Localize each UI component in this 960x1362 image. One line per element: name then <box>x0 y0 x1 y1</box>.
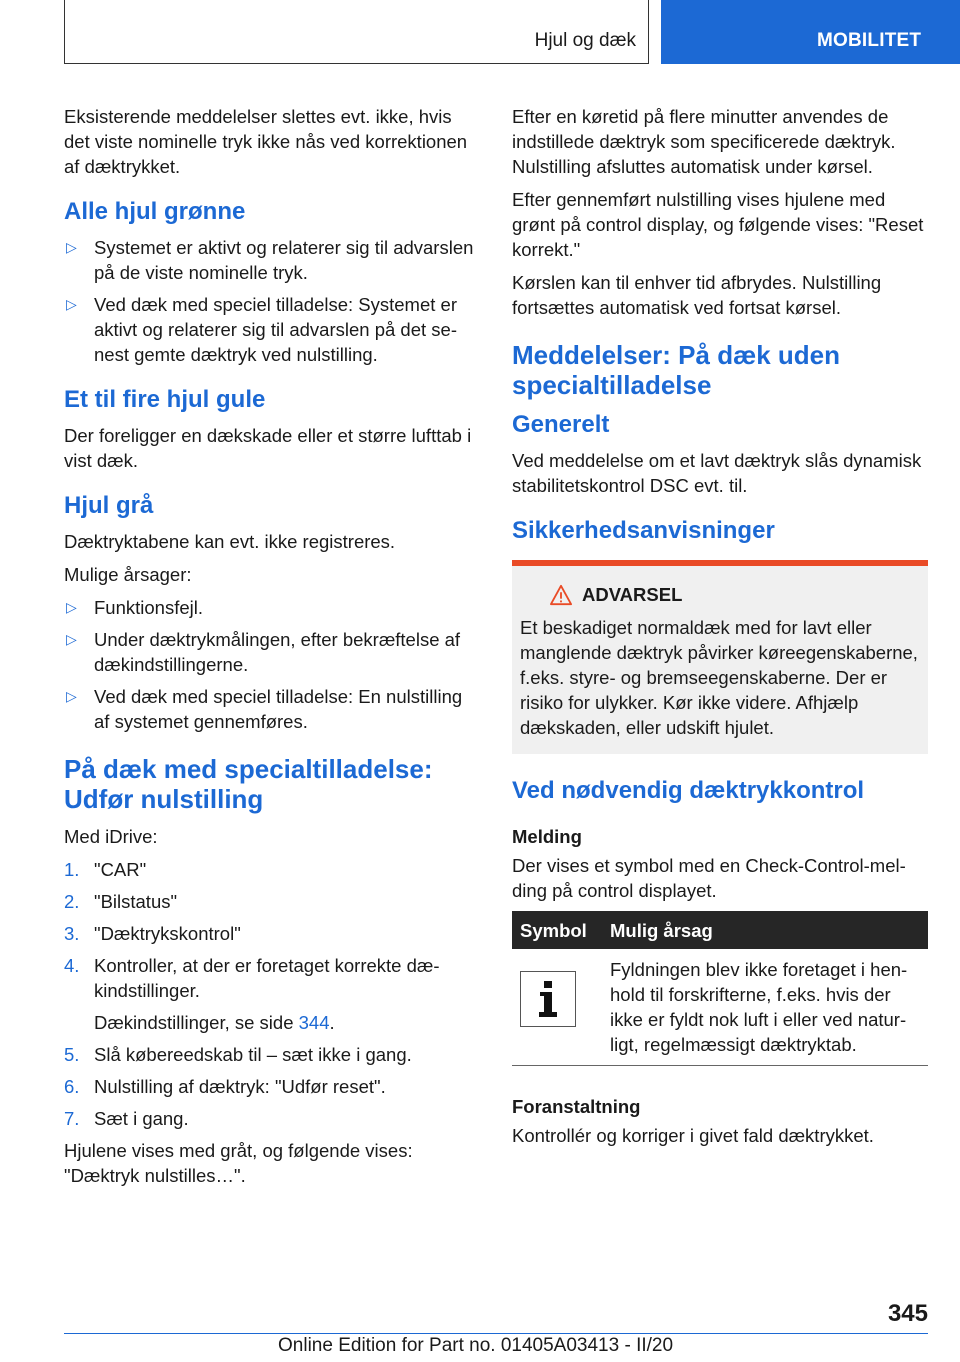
table-cell-cause: Fyldningen blev ikke foretaget i henhold til forskrifterne, f.eks. hvis der ikke er fyldt nok luft i eller ved naturligt, regelmæssigt dæktryktab. <box>602 949 928 1066</box>
heading-safety: Sikkerhedsanvisninger <box>512 517 775 544</box>
table-header-symbol: Symbol <box>512 911 602 949</box>
header-chapter-title: MOBILITET <box>817 30 922 51</box>
step-item: 4. Kontroller, at der er foretaget korrekte dækindstillinger. <box>64 955 440 1001</box>
footer-divider <box>64 1333 928 1334</box>
heading-grey: Hjul grå <box>64 492 154 519</box>
step-item: 2. "Bilstatus" <box>64 891 178 912</box>
heading-special-reset: På dæk med specialtilladelse: Udfør nulstilling <box>64 754 433 814</box>
yellow-paragraph: Der foreligger en dækskade eller et større lufttab i vist dæk. <box>64 425 472 471</box>
heading-measure: Foranstaltning <box>512 1096 641 1117</box>
general-paragraph: Ved meddelelse om et lavt dæktryk slås dynamisk stabilitetskontrol DSC evt. til. <box>512 450 922 496</box>
left-column <box>64 104 482 1196</box>
symbol-table <box>512 911 928 1066</box>
warning-text: Et beskadiget normaldæk med for lavt eller manglende dæktryk påvirker køreegenskaberne, f.eks. styre- og bremseegenskaberne. Der er risiko for ulykker. Kør ikke videre. Afhjælp dækskaden, eller udskift hjulet. <box>520 617 918 738</box>
heading-message: Melding <box>512 826 582 847</box>
measure-paragraph: Kontrollér og korriger i givet fald dæktrykket. <box>512 1125 874 1146</box>
header-section-title: Hjul og dæk <box>534 30 636 51</box>
heading-needed-check: Ved nødvendig dæktrykkontrol <box>512 777 865 804</box>
warning-title: ADVARSEL <box>582 584 683 605</box>
triangle-bullet-icon: ▷ <box>66 631 77 647</box>
list-item: ▷ Ved dæk med speciel tilladelse: En nulstilling af systemet gennemføres. <box>66 686 463 732</box>
header-section-box <box>64 0 649 64</box>
message-paragraph: Der vises et symbol med en Check-Control-melding på control displayet. <box>512 855 906 901</box>
right-column <box>512 104 928 1156</box>
table-row <box>512 949 928 1066</box>
paragraph: Kørslen kan til enhver tid afbrydes. Nulstilling fortsættes automatisk ved fortsat kørsel. <box>512 272 882 318</box>
table-cell-symbol <box>512 949 602 1066</box>
warning-box <box>512 560 928 754</box>
heading-messages: Meddelelser: På dæk uden specialtilladelse <box>512 340 840 400</box>
heading-all-green: Alle hjul grønne <box>64 198 246 225</box>
paragraph: Efter en køretid på flere minutter anvendes de indstillede dæktryk som specificerede dæktryk. Nulstilling afsluttes automatisk under kørsel. <box>512 106 896 177</box>
triangle-bullet-icon: ▷ <box>66 239 77 255</box>
heading-yellow: Et til fire hjul gule <box>64 386 266 413</box>
triangle-bullet-icon: ▷ <box>66 599 77 615</box>
warning-header <box>550 582 920 607</box>
edition-footer: Online Edition for Part no. 01405A03413 - II/20 <box>278 1335 674 1356</box>
list-item: ▷ Systemet er aktivt og relaterer sig til advarslen på de viste nominelle tryk. <box>66 237 474 283</box>
header-chapter-tab <box>661 0 960 64</box>
outro-paragraph: Hjulene vises med gråt, og følgende vises: "Dæktryk nulstilles…". <box>64 1140 413 1186</box>
list-item: ▷ Under dæktrykmålingen, efter bekræftelse af dækindstillingerne. <box>66 629 461 675</box>
idrive-label: Med iDrive: <box>64 826 158 847</box>
triangle-bullet-icon: ▷ <box>66 296 77 312</box>
table-header-cause: Mulig årsag <box>602 911 928 949</box>
step-item: 6. Nulstilling af dæktryk: "Udfør reset". <box>64 1076 386 1097</box>
causes-label: Mulige årsager: <box>64 564 192 585</box>
page-reference-link[interactable]: 344 <box>298 1012 330 1033</box>
step-item: 1. "CAR" <box>64 859 147 880</box>
grey-paragraph: Dæktryktabene kan evt. ikke registreres. <box>64 531 396 552</box>
step-item: 7. Sæt i gang. <box>64 1108 189 1129</box>
list-item: ▷ Funktionsfejl. <box>66 597 203 618</box>
warning-triangle-icon <box>550 584 572 606</box>
step-note: Dækindstillinger, se side 344. <box>94 1012 335 1033</box>
info-icon <box>520 971 576 1027</box>
step-item: 5. Slå købereedskab til – sæt ikke i gang. <box>64 1044 412 1065</box>
triangle-bullet-icon: ▷ <box>66 688 77 704</box>
step-item: 3. "Dæktrykskontrol" <box>64 923 241 944</box>
page-number: 345 <box>887 1300 928 1327</box>
paragraph: Efter gennemført nulstilling vises hjulene med grønt på control display, og følgende vises: "Reset korrekt." <box>512 189 924 260</box>
heading-general: Generelt <box>512 411 610 438</box>
intro-paragraph: Eksisterende meddelelser slettes evt. ikke, hvis det viste nominelle tryk ikke nås ved korrektionen af dæktrykket. <box>64 106 468 177</box>
list-item: ▷ Ved dæk med speciel tilladelse: Systemet er aktivt og relaterer sig til advarslen på det senest gemte dæktryk ved nulstilling. <box>66 294 457 365</box>
